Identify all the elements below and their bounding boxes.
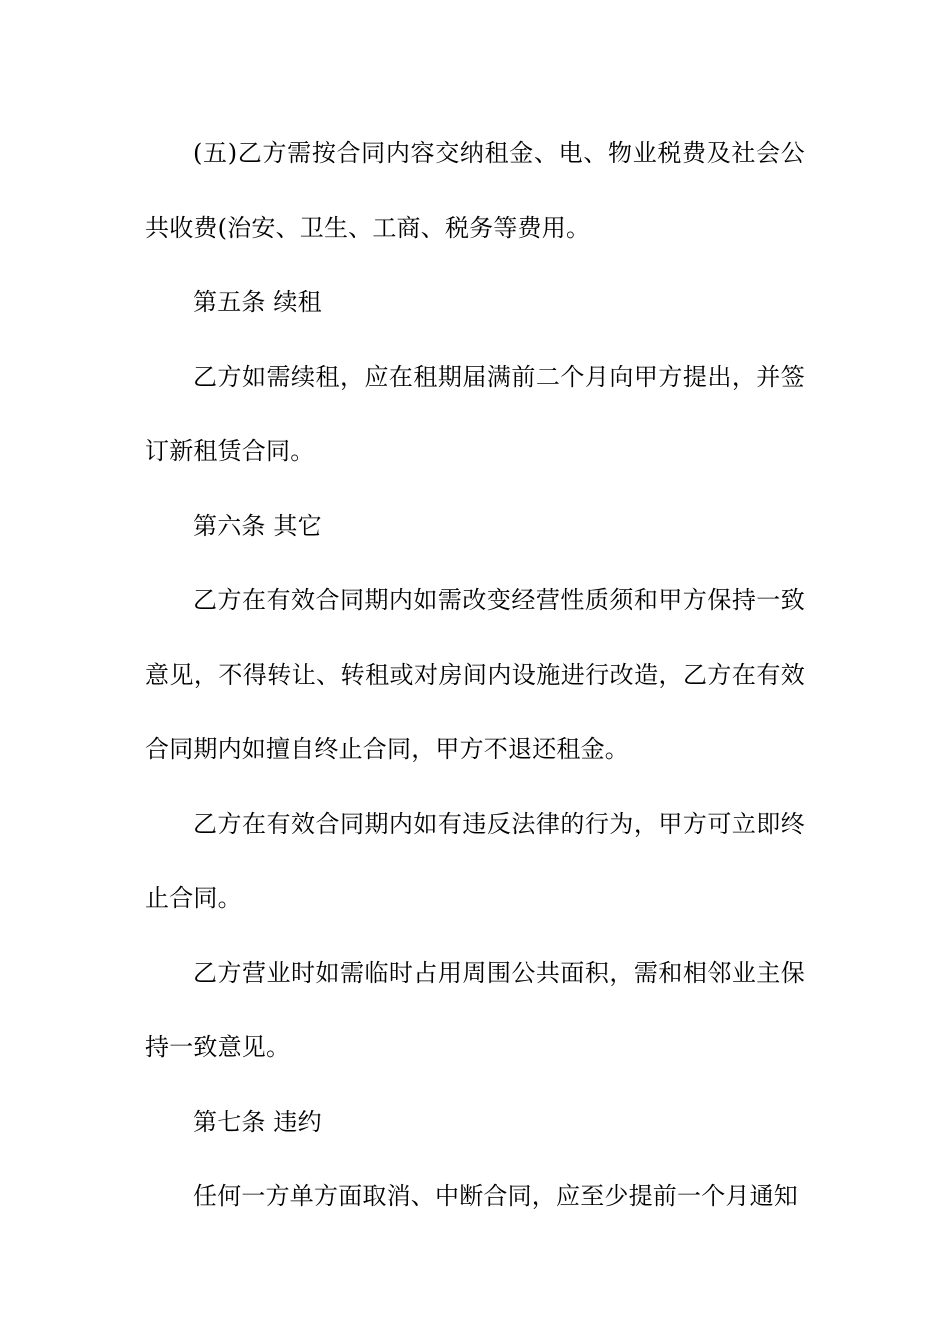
paragraph-public-area: 乙方营业时如需临时占用周围公共面积，需和相邻业主保持一致意见。 bbox=[145, 958, 805, 1061]
heading-article-6: 第六条 其它 bbox=[193, 511, 322, 540]
paragraph-business-change: 乙方在有效合同期内如需改变经营性质须和甲方保持一致意见，不得转让、转租或对房间内设施进行改造，乙方在有效合同期内如擅自终止合同，甲方不退还租金。 bbox=[145, 586, 805, 763]
paragraph-fees: (五)乙方需按合同内容交纳租金、电、物业税费及社会公共收费(治安、卫生、工商、税务等费用。 bbox=[145, 139, 805, 242]
heading-article-5: 第五条 续租 bbox=[193, 288, 322, 316]
document-body bbox=[145, 116, 805, 1234]
heading-article-7: 第七条 违约 bbox=[193, 1107, 322, 1136]
paragraph-renewal: 乙方如需续租，应在租期届满前二个月向甲方提出，并签订新租赁合同。 bbox=[145, 362, 805, 465]
paragraph-breach: 任何一方单方面取消、中断合同，应至少提前一个月通知 bbox=[193, 1182, 798, 1210]
paragraph-law-violation: 乙方在有效合同期内如有违反法律的行为，甲方可立即终止合同。 bbox=[145, 809, 805, 912]
